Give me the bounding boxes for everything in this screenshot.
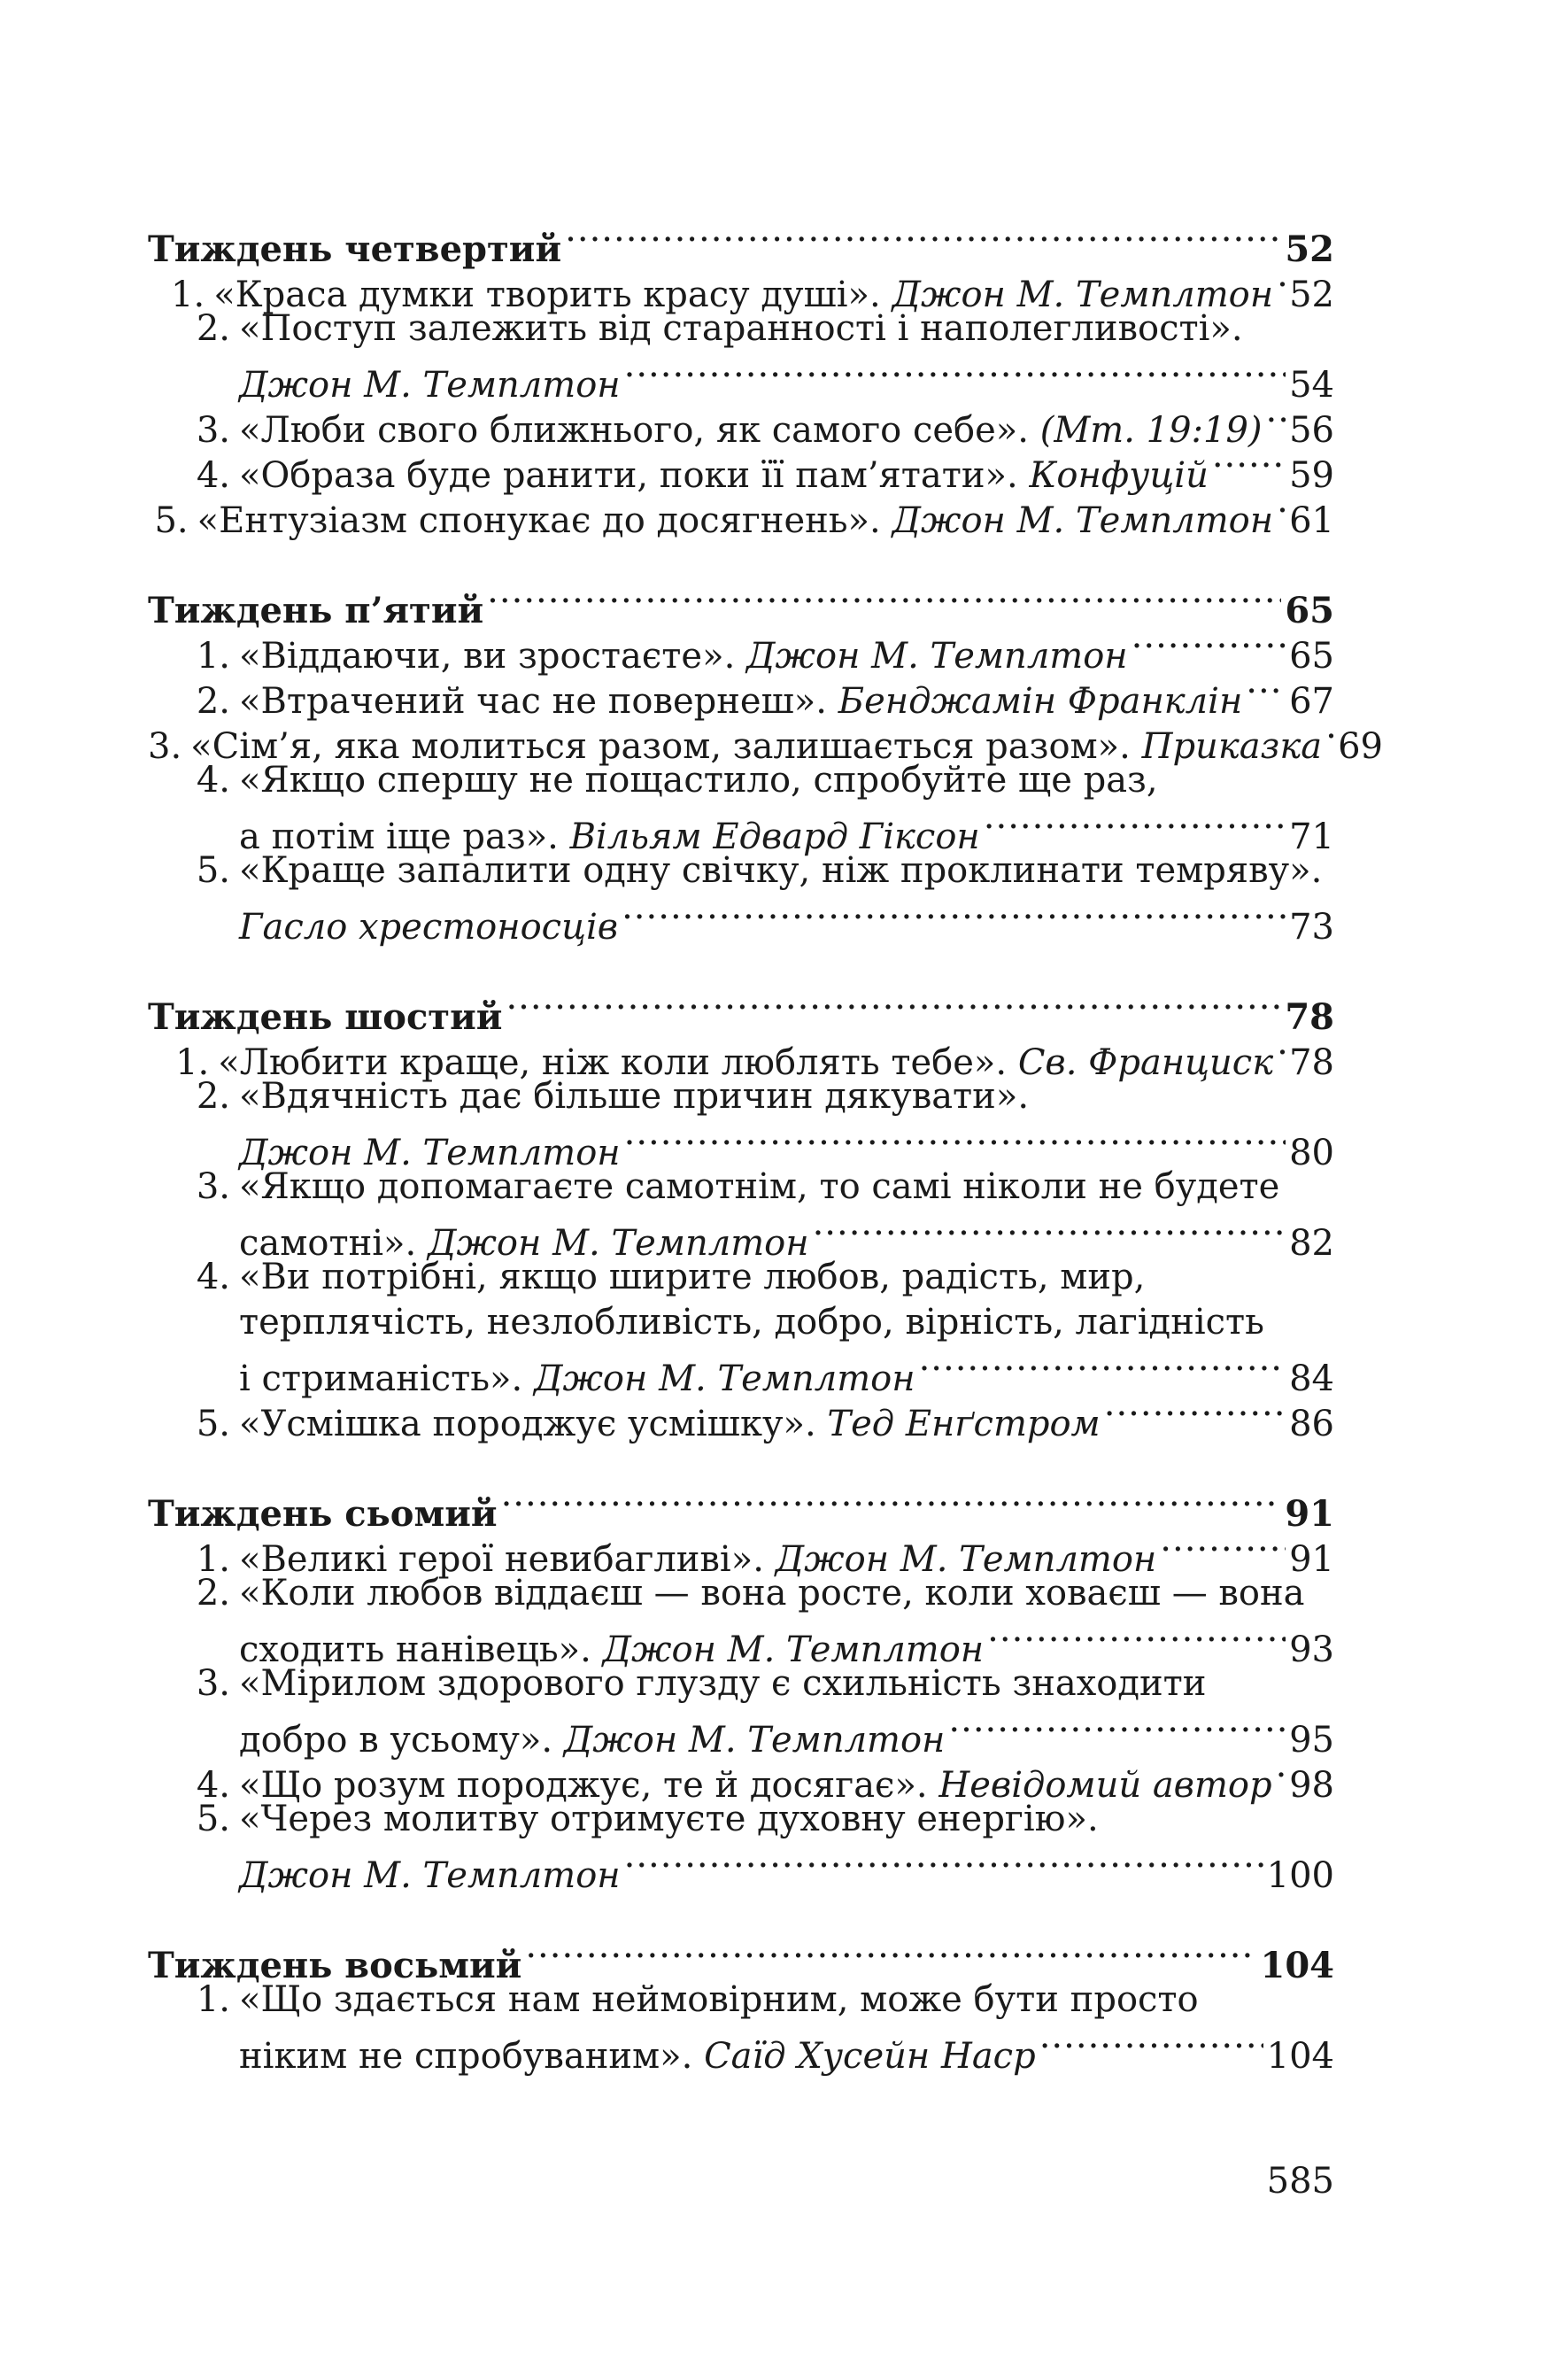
entry-number bbox=[148, 1661, 239, 1707]
dot-leader bbox=[624, 1842, 1263, 1887]
entry-author: Джон М. Темплтон bbox=[239, 1133, 621, 1173]
entry-author: Джон М. Темплтон bbox=[892, 500, 1274, 541]
toc-week-section bbox=[148, 984, 1334, 1444]
entry-number bbox=[148, 499, 197, 544]
toc-week-section bbox=[148, 216, 1334, 541]
dot-leader bbox=[1039, 2023, 1263, 2068]
entry-quote: самотні». bbox=[239, 1223, 417, 1264]
entry-number bbox=[148, 1571, 239, 1616]
toc-entry-continuation bbox=[148, 1707, 1334, 1761]
toc-entry bbox=[148, 1571, 1334, 1616]
entry-page-number: 82 bbox=[1289, 1223, 1334, 1264]
toc-entry bbox=[148, 306, 1334, 352]
toc-week-section bbox=[148, 1932, 1334, 2077]
dot-leader bbox=[919, 1345, 1286, 1390]
dot-leader bbox=[1277, 261, 1286, 306]
entry-quote: «Ентузіазм спонукає до досягнень». bbox=[197, 500, 881, 541]
entry-page-number: 98 bbox=[1289, 1765, 1334, 1806]
dot-leader bbox=[1212, 442, 1286, 487]
toc-week-heading bbox=[148, 216, 1334, 270]
toc-entry bbox=[148, 1978, 1334, 2023]
entry-page-number: 95 bbox=[1289, 1720, 1334, 1761]
spacer bbox=[692, 2034, 704, 2079]
entry-author: Вільям Едвард Гіксон bbox=[569, 817, 980, 857]
dot-leader bbox=[565, 216, 1281, 261]
entry-number-text: 1. bbox=[171, 275, 205, 315]
entry-author: Св. Франциск bbox=[1017, 1042, 1274, 1083]
entry-author: Конфуцій bbox=[1029, 455, 1209, 496]
entry-number-text: 5. bbox=[154, 500, 189, 541]
entry-page-number: 104 bbox=[1266, 2036, 1334, 2077]
entry-quote: добро в усьому». bbox=[239, 1720, 553, 1761]
entry-quote: «Втрачений час не повернеш». bbox=[239, 681, 827, 722]
spacer bbox=[881, 499, 892, 544]
entry-page-number: 86 bbox=[1289, 1404, 1334, 1444]
spacer bbox=[816, 1402, 828, 1447]
entry-number-text: 1. bbox=[196, 1539, 230, 1580]
dot-leader bbox=[1277, 487, 1286, 532]
entry-number bbox=[148, 1402, 239, 1447]
dot-leader bbox=[1325, 713, 1334, 758]
entry-number bbox=[148, 679, 239, 724]
dot-leader bbox=[1160, 1526, 1286, 1571]
entry-quote: «Краще запалити одну свічку, ніж проклинати темряву». bbox=[239, 850, 1323, 891]
entry-number-text: 1. bbox=[196, 1979, 230, 2020]
entry-author: Джон М. Темплтон bbox=[746, 636, 1128, 677]
entry-author: Джон М. Темплтон bbox=[892, 275, 1274, 315]
entry-number-text: 4. bbox=[196, 1765, 230, 1806]
entry-number bbox=[148, 408, 239, 453]
entry-quote: і стриманість». bbox=[239, 1358, 523, 1399]
entry-number-text: 3. bbox=[196, 410, 230, 451]
entry-author: Тед Енґстром bbox=[827, 1404, 1101, 1444]
dot-leader bbox=[624, 352, 1286, 397]
entry-number-text: 5. bbox=[196, 1404, 230, 1444]
toc-week-heading bbox=[148, 1932, 1334, 1986]
entry-number-text: 5. bbox=[196, 850, 230, 891]
entry-author: Невідомий автор bbox=[938, 1765, 1272, 1806]
entry-number-text: 2. bbox=[196, 1076, 230, 1117]
entry-quote: «Вдячність дає більше причин дякувати». bbox=[239, 1076, 1030, 1117]
entry-number-text: 4. bbox=[196, 1257, 230, 1297]
entry-page-number: 80 bbox=[1289, 1133, 1334, 1173]
entry-page-number: 84 bbox=[1289, 1358, 1334, 1399]
entry-quote: «Якщо спершу не пощастило, спробуйте ще раз, bbox=[239, 760, 1158, 801]
entry-page-number: 71 bbox=[1289, 817, 1334, 857]
dot-leader bbox=[487, 577, 1281, 623]
entry-author: Джон М. Темплтон bbox=[563, 1720, 946, 1761]
entry-quote: «Поступ залежить від старанності і наполегливості». bbox=[239, 308, 1243, 349]
dot-leader bbox=[1132, 623, 1286, 668]
entry-quote: «Мірилом здорового глузду є схильність знаходити bbox=[239, 1663, 1207, 1704]
entry-author: Джон М. Темплтон bbox=[427, 1223, 809, 1264]
entry-author: Джон М. Темплтон bbox=[602, 1629, 985, 1670]
dot-leader bbox=[525, 1932, 1256, 1978]
toc-entry-continuation bbox=[148, 803, 1334, 857]
entry-author: Гасло хрестоносців bbox=[239, 907, 619, 948]
entry-page-number: 78 bbox=[1289, 1042, 1334, 1083]
entry-author: (Мт. 19:19) bbox=[1039, 410, 1263, 451]
entry-author: Джон М. Темплтон bbox=[239, 1855, 621, 1896]
entry-number bbox=[148, 758, 239, 803]
spacer bbox=[735, 634, 746, 679]
entry-quote: «Краса думки творить красу душі». bbox=[213, 275, 881, 315]
toc-entry bbox=[148, 758, 1334, 803]
dot-leader bbox=[1277, 1029, 1286, 1074]
entry-page-number: 67 bbox=[1289, 681, 1334, 722]
entry-quote: «Любити краще, ніж коли люблять тебе». bbox=[218, 1042, 1008, 1083]
entry-number bbox=[148, 1074, 239, 1119]
week-title: Тиждень п’ятий bbox=[148, 590, 484, 631]
toc-week-heading bbox=[148, 577, 1334, 631]
table-of-contents bbox=[148, 216, 1384, 2113]
dot-leader bbox=[987, 1616, 1286, 1661]
entry-number-text: 1. bbox=[175, 1042, 210, 1083]
spacer bbox=[827, 679, 838, 724]
toc-entry-continuation bbox=[148, 352, 1334, 406]
entry-quote: «Великі герої невибагливі». bbox=[239, 1539, 764, 1580]
entry-page-number: 93 bbox=[1289, 1629, 1334, 1670]
entry-number-text: 4. bbox=[196, 760, 230, 801]
entry-number bbox=[148, 1978, 239, 2023]
entry-quote: «Через молитву отримуєте духовну енергію». bbox=[239, 1799, 1099, 1839]
entry-page-number: 100 bbox=[1266, 1855, 1334, 1896]
entry-quote: «Якщо допомагаєте самотнім, то самі ніколи не будете bbox=[239, 1166, 1280, 1207]
entry-page-number: 73 bbox=[1289, 907, 1334, 948]
dot-leader bbox=[813, 1210, 1286, 1255]
week-page-number: 65 bbox=[1285, 590, 1334, 631]
entry-number bbox=[148, 848, 239, 894]
entry-number bbox=[148, 634, 239, 679]
entry-page-number: 52 bbox=[1289, 275, 1334, 315]
page-number: 585 bbox=[1266, 2161, 1334, 2202]
entry-number bbox=[148, 1797, 239, 1842]
entry-quote: «Що розум породжує, те й досягає». bbox=[239, 1765, 928, 1806]
entry-quote: сходить нанівець». bbox=[239, 1629, 591, 1670]
spacer bbox=[522, 1357, 534, 1402]
entry-quote: ніким не спробуваним». bbox=[239, 2036, 693, 2077]
dot-leader bbox=[506, 984, 1281, 1029]
dot-leader bbox=[1104, 1390, 1286, 1436]
week-page-number: 91 bbox=[1285, 1493, 1334, 1535]
entry-quote: «Усмішка породжує усмішку». bbox=[239, 1404, 816, 1444]
entry-number bbox=[148, 306, 239, 352]
entry-author: Саїд Хусейн Наср bbox=[704, 2036, 1036, 2077]
dot-leader bbox=[624, 1119, 1286, 1165]
toc-entry-continuation bbox=[148, 1616, 1334, 1670]
entry-number bbox=[148, 1165, 239, 1210]
entry-page-number: 56 bbox=[1289, 410, 1334, 451]
entry-number-text: 5. bbox=[196, 1799, 230, 1839]
toc-entry-continuation bbox=[148, 2023, 1334, 2077]
entry-quote: «Образа буде ранити, поки її пам’ятати». bbox=[239, 455, 1018, 496]
entry-quote: а потім іще раз». bbox=[239, 817, 559, 857]
entry-quote: «Віддаючи, ви зростаєте». bbox=[239, 636, 736, 677]
dot-leader bbox=[984, 803, 1286, 848]
entry-number bbox=[148, 453, 239, 499]
dot-leader bbox=[1276, 1752, 1286, 1797]
toc-entry-continuation bbox=[148, 1842, 1334, 1896]
week-title: Тиждень восьмий bbox=[148, 1945, 522, 1986]
week-page-number: 104 bbox=[1260, 1945, 1334, 1986]
entry-author: Приказка bbox=[1141, 726, 1323, 767]
toc-entry bbox=[148, 1255, 1334, 1300]
entry-author: Бенджамін Франклін bbox=[838, 681, 1243, 722]
spacer bbox=[1029, 408, 1040, 453]
toc-entry bbox=[148, 848, 1334, 894]
entry-number-text: 2. bbox=[196, 1573, 230, 1614]
entry-number-text: 2. bbox=[196, 308, 230, 349]
dot-leader bbox=[501, 1481, 1282, 1526]
entry-page-number: 59 bbox=[1289, 455, 1334, 496]
entry-quote: «Люби свого ближнього, як самого себе». bbox=[239, 410, 1029, 451]
entry-number-text: 1. bbox=[196, 636, 230, 677]
dot-leader bbox=[622, 894, 1286, 939]
entry-number-text: 3. bbox=[148, 726, 182, 767]
entry-quote: «Коли любов віддаєш — вона росте, коли ховаєш — вона bbox=[239, 1573, 1305, 1614]
toc-entry-continuation bbox=[148, 1119, 1334, 1173]
entry-author: Джон М. Темплтон bbox=[533, 1358, 915, 1399]
toc-week-section bbox=[148, 577, 1384, 948]
entry-author: Джон М. Темплтон bbox=[775, 1539, 1157, 1580]
entry-number bbox=[148, 1255, 239, 1300]
week-page-number: 78 bbox=[1285, 996, 1334, 1038]
toc-entry-continuation bbox=[148, 1210, 1334, 1264]
entry-number-text: 3. bbox=[196, 1663, 230, 1704]
spacer bbox=[552, 1718, 564, 1763]
spacer bbox=[1018, 453, 1030, 499]
entry-number-text: 4. bbox=[196, 455, 230, 496]
week-title: Тиждень шостий bbox=[148, 996, 503, 1038]
week-title: Тиждень сьомий bbox=[148, 1493, 498, 1535]
dot-leader bbox=[1266, 397, 1286, 442]
entry-quote: терплячість, незлобливість, добро, вірність, лагідність bbox=[239, 1302, 1264, 1343]
entry-page-number: 54 bbox=[1289, 365, 1334, 406]
toc-week-heading bbox=[148, 984, 1334, 1038]
entry-page-number: 61 bbox=[1289, 500, 1334, 541]
toc-entry-continuation bbox=[148, 894, 1334, 948]
toc-entry-continuation bbox=[148, 1345, 1334, 1399]
toc-week-heading bbox=[148, 1481, 1334, 1535]
toc-entry-continuation bbox=[148, 1300, 1334, 1345]
toc-entry bbox=[148, 1165, 1334, 1210]
entry-quote: «Що здається нам неймовірним, може бути просто bbox=[239, 1979, 1199, 2020]
week-page-number: 52 bbox=[1285, 228, 1334, 270]
toc-week-section bbox=[148, 1481, 1334, 1896]
entry-number-text: 2. bbox=[196, 681, 230, 722]
toc-entry bbox=[148, 1661, 1334, 1707]
entry-page-number: 69 bbox=[1338, 726, 1384, 767]
entry-page-number: 91 bbox=[1289, 1539, 1334, 1580]
dot-leader bbox=[948, 1707, 1286, 1752]
week-title: Тиждень четвертий bbox=[148, 228, 562, 270]
entry-number-text: 3. bbox=[196, 1166, 230, 1207]
entry-quote: «Сім’я, яка молиться разом, залишається разом». bbox=[190, 726, 1131, 767]
entry-quote: «Ви потрібні, якщо ширите любов, радість, мир, bbox=[239, 1257, 1146, 1297]
dot-leader bbox=[1246, 668, 1286, 713]
entry-page-number: 65 bbox=[1289, 636, 1334, 677]
entry-author: Джон М. Темплтон bbox=[239, 365, 621, 406]
